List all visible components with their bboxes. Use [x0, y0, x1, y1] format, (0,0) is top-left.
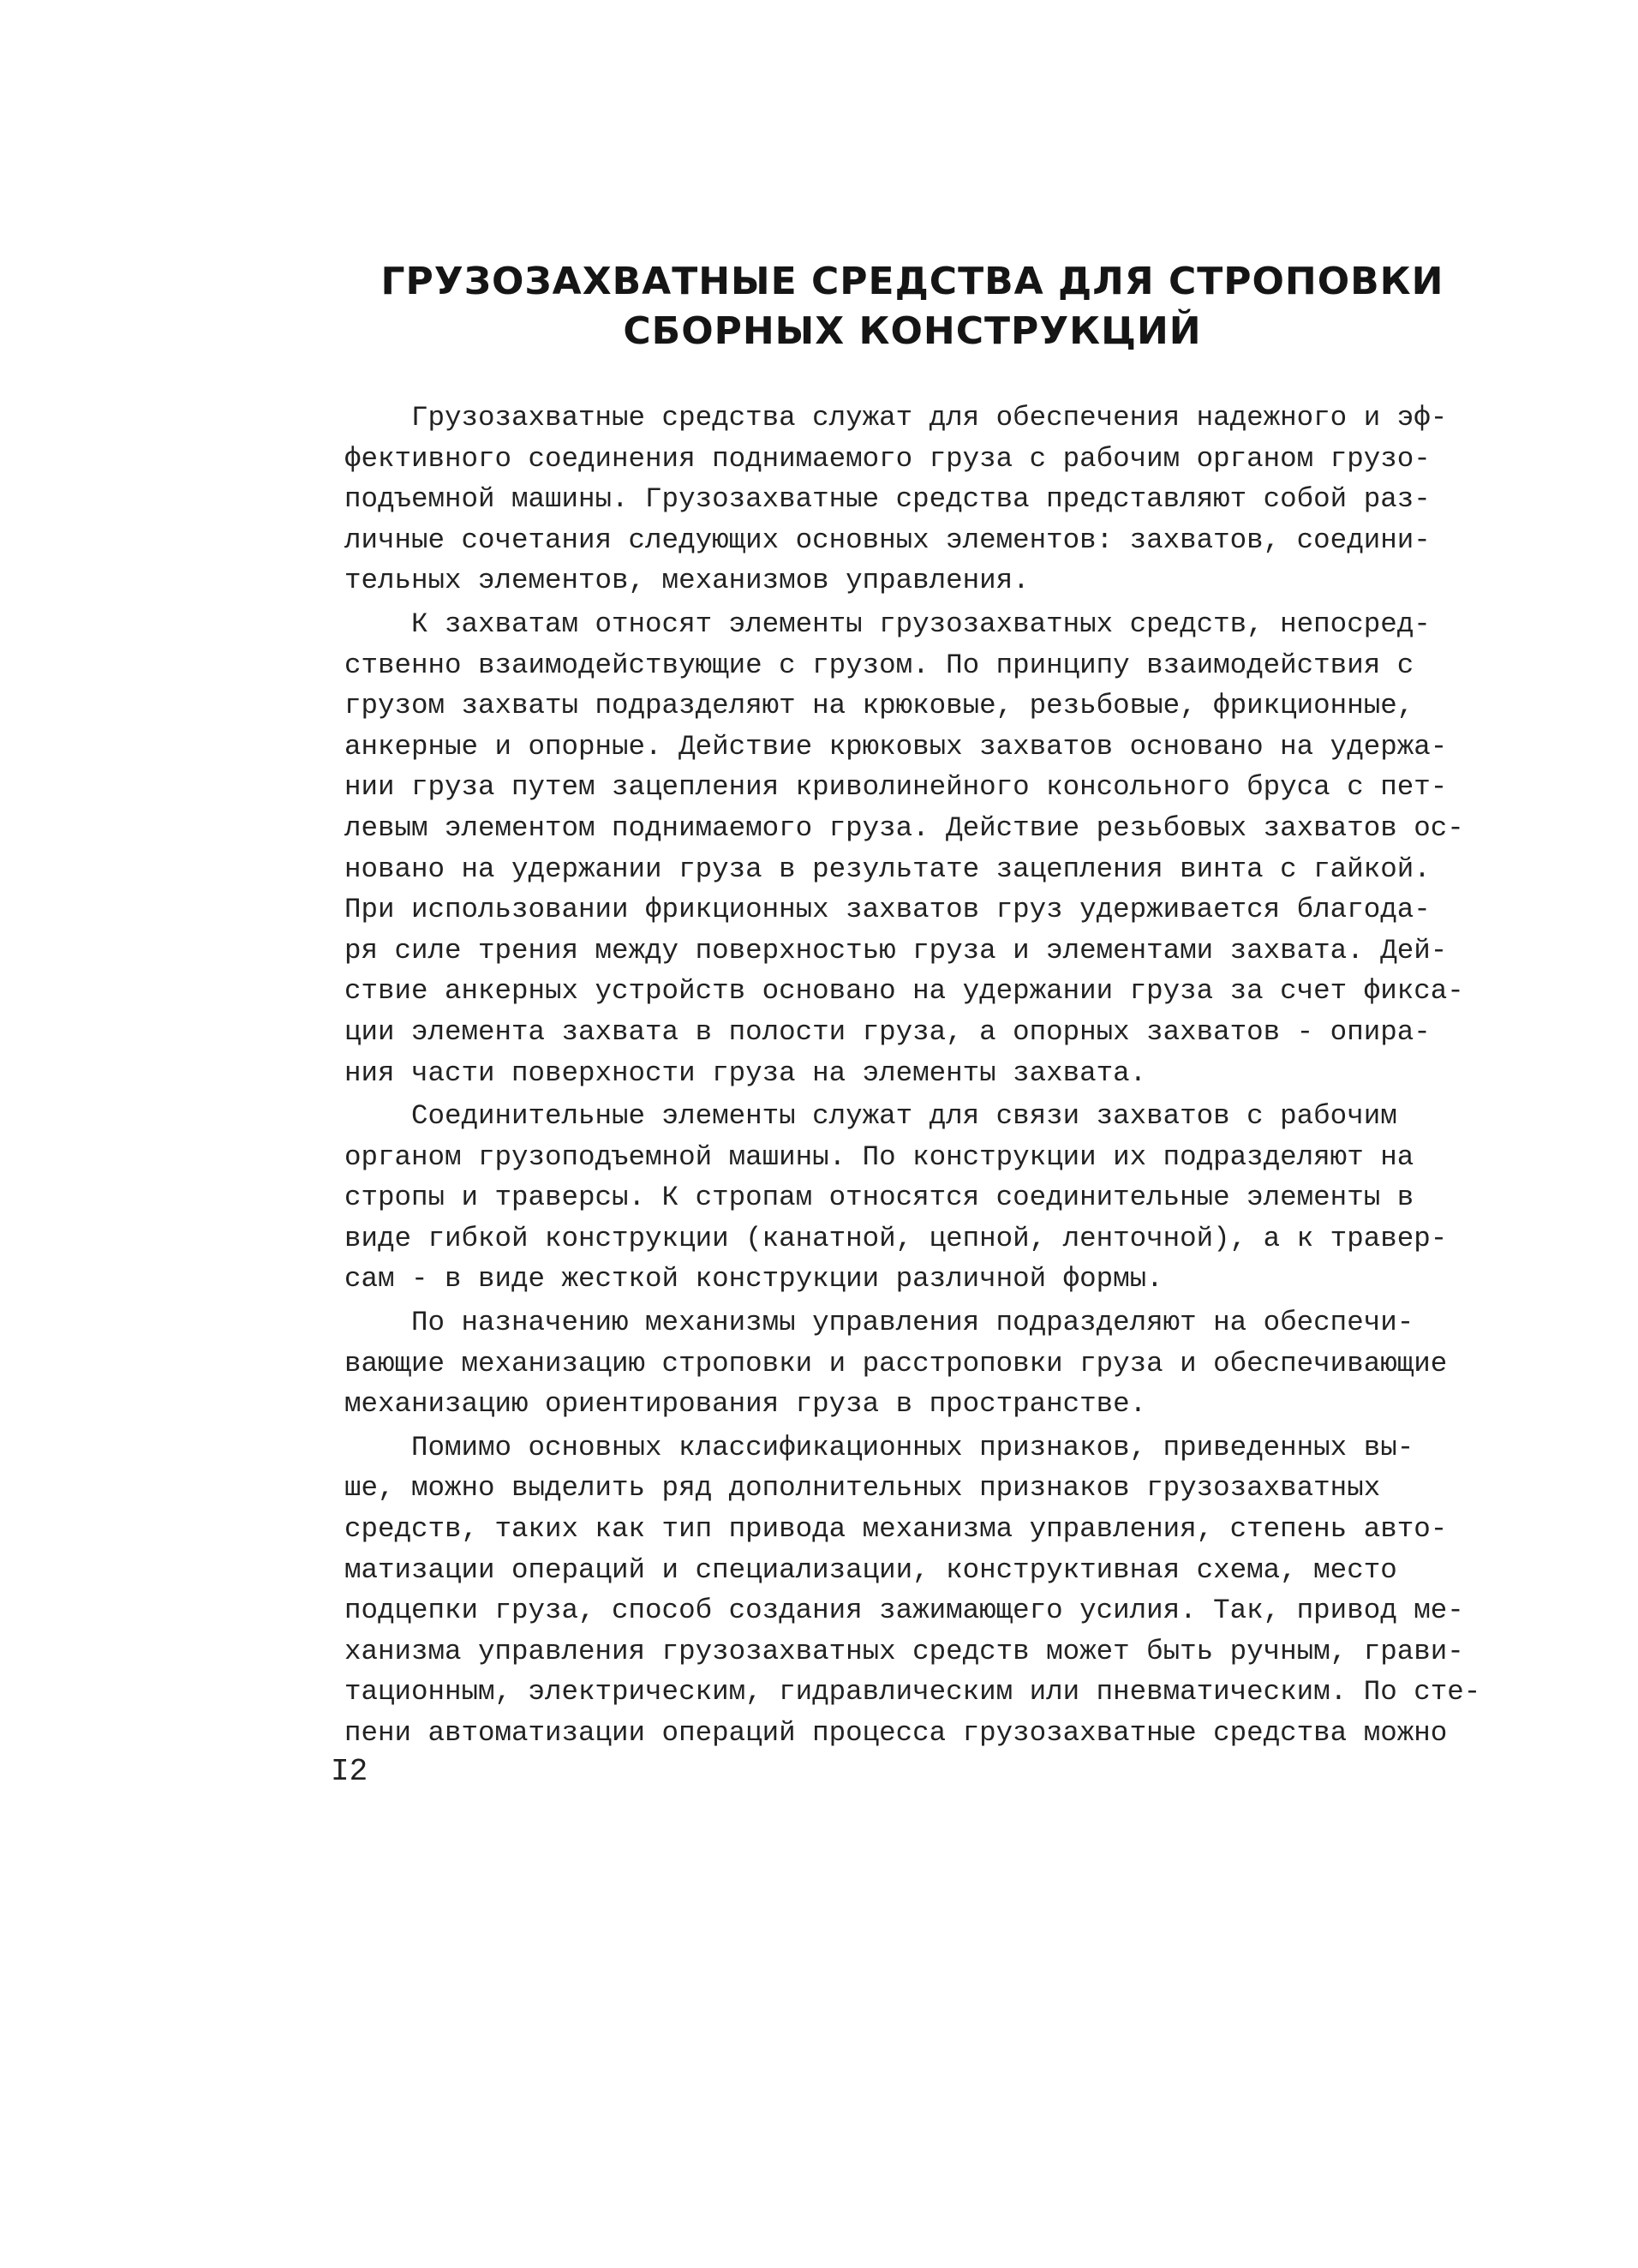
text-line: ствие анкерных устройств основано на удержании груза за счет фикса-: [344, 975, 1464, 1008]
text-line: вающие механизацию строповки и расстроповки груза и обеспечивающие: [344, 1347, 1448, 1379]
text-line: ше, можно выделить ряд дополнительных признаков грузозахватных: [344, 1472, 1381, 1505]
paragraph: [344, 398, 1467, 601]
body-text: [344, 398, 1481, 1756]
text-line: пени автоматизации операций процесса грузозахватные средства можно: [344, 1717, 1448, 1749]
text-line: ния части поверхности груза на элементы захвата.: [344, 1056, 1147, 1089]
text-line: левым элементом поднимаемого груза. Действие резьбовых захватов ос-: [344, 811, 1464, 844]
text-line: фективного соединения поднимаемого груза с рабочим органом грузо-: [344, 442, 1431, 475]
text-line: грузом захваты подразделяют на крюковые, резьбовые, фрикционные,: [344, 690, 1414, 722]
text-line: По назначению механизмы управления подразделяют на обеспечи-: [344, 1307, 1414, 1339]
text-line: ственно взаимодействующие с грузом. По принципу взаимодействия с: [344, 649, 1414, 681]
text-line: сам - в виде жесткой конструкции различной формы.: [344, 1263, 1163, 1296]
text-line: ции элемента захвата в полости груза, а опорных захватов - опира-: [344, 1015, 1431, 1048]
paragraph: [344, 1427, 1481, 1754]
page-title-line: ГРУЗОЗАХВАТНЫЕ СРЕДСТВА ДЛЯ СТРОПОВКИ: [380, 260, 1444, 303]
text-line: виде гибкой конструкции (канатной, цепной, ленточной), а к травер-: [344, 1222, 1448, 1254]
text-line: ря силе трения между поверхностью груза и элементами захвата. Дей-: [344, 934, 1448, 966]
paragraph: [344, 1302, 1467, 1425]
text-line: Грузозахватные средства служат для обеспечения надежного и эф-: [344, 402, 1448, 434]
page-title-line: СБОРНЫХ КОНСТРУКЦИЙ: [623, 309, 1202, 353]
text-line: органом грузоподъемной машины. По конструкции их подразделяют на: [344, 1140, 1414, 1173]
paragraph: [344, 604, 1467, 1093]
text-line: Помимо основных классификационных признаков, приведенных вы-: [344, 1431, 1414, 1463]
text-line: тационным, электрическим, гидравлическим или пневматическим. По сте-: [344, 1676, 1481, 1708]
text-line: При использовании фрикционных захватов груз удерживается благода-: [344, 894, 1431, 926]
text-line: нии груза путем зацепления криволинейного консольного бруса с пет-: [344, 771, 1448, 804]
text-line: анкерные и опорные. Действие крюковых захватов основано на удержа-: [344, 730, 1448, 763]
text-line: ханизма управления грузозахватных средств может быть ручным, грави-: [344, 1635, 1464, 1667]
text-line: механизацию ориентирования груза в пространстве.: [344, 1388, 1147, 1421]
text-line: подцепки груза, способ создания зажимающего усилия. Так, привод ме-: [344, 1595, 1464, 1627]
text-line: К захватам относят элементы грузозахватных средств, непосред-: [344, 607, 1431, 640]
page-title: [343, 257, 1482, 356]
page-number: I2: [331, 1754, 368, 1789]
paragraph: [344, 1096, 1467, 1300]
text-line: подъемной машины. Грузозахватные средства представляют собой раз-: [344, 483, 1431, 516]
text-line: тельных элементов, механизмов управления.: [344, 565, 1030, 597]
text-line: матизации операций и специализации, конструктивная схема, место: [344, 1553, 1397, 1586]
text-line: стропы и траверсы. К стропам относятся соединительные элементы в: [344, 1182, 1414, 1214]
text-line: Соединительные элементы служат для связи захватов с рабочим: [344, 1100, 1397, 1133]
text-line: средств, таких как тип привода механизма управления, степень авто-: [344, 1513, 1448, 1546]
text-line: личные сочетания следующих основных элементов: захватов, соедини-: [344, 524, 1431, 556]
text-line: новано на удержании груза в результате зацепления винта с гайкой.: [344, 853, 1431, 885]
